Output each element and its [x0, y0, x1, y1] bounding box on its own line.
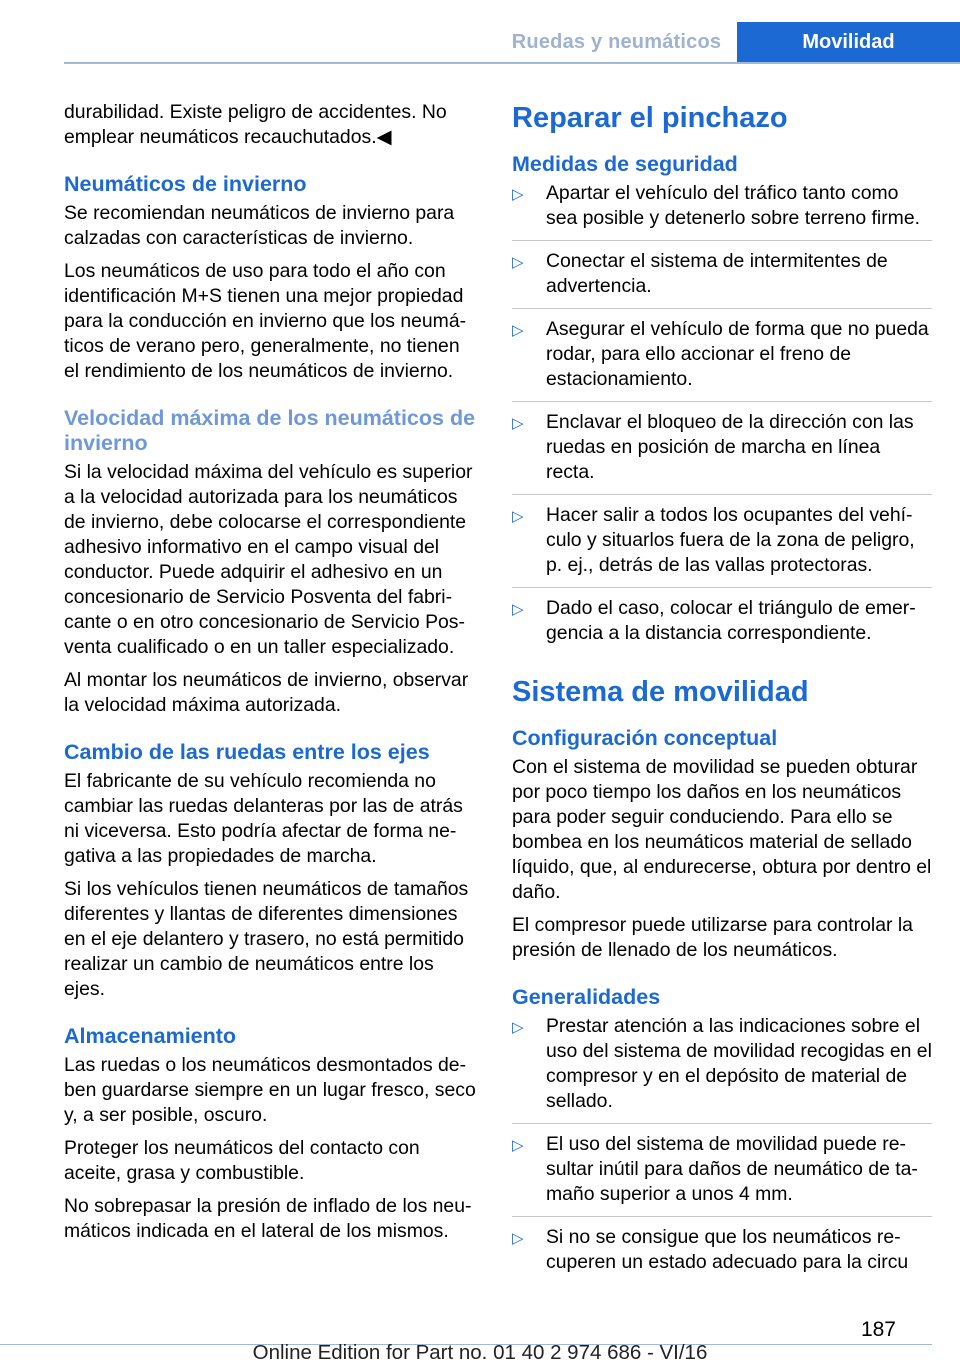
triangle-bullet-icon: ▷: [512, 508, 524, 525]
list-item: [512, 1014, 932, 1114]
edition-footer: Online Edition for Part no. 01 40 2 974 686 - VI/16: [252, 1341, 708, 1364]
list-item: [512, 401, 932, 485]
repair-heading: Reparar el pinchazo: [512, 102, 788, 134]
storage-paragraph-1: Las ruedas o los neumáticos desmontados deben guardarse siempre en un lugar fresco, seco y, a ser posible, oscuro.: [64, 1054, 476, 1126]
concept-paragraph-2: El compresor puede utilizarse para controlar la presión de llenado de los neumáticos.: [512, 914, 913, 961]
list-item-text: Si no se consigue que los neumáticos recuperen un estado adecuado para la circu: [546, 1226, 909, 1273]
storage-paragraph-2: Proteger los neumáticos del contacto con aceite, grasa y combustible.: [64, 1137, 420, 1184]
safety-steps-list: [512, 181, 932, 646]
list-item: [512, 240, 932, 299]
triangle-bullet-icon: ▷: [512, 601, 524, 618]
right-column: [512, 100, 932, 1293]
triangle-bullet-icon: ▷: [512, 254, 524, 271]
page-number: 187: [860, 1318, 896, 1341]
general-heading: Generalidades: [512, 985, 661, 1009]
winter-speed-heading: Velocidad máxima de los neumáticos de invierno: [64, 406, 476, 455]
list-item: [512, 308, 932, 392]
header-rule: [64, 62, 960, 64]
winter-paragraph-1: Se recomiendan neumáticos de invierno para calzadas con características de invierno.: [64, 202, 455, 249]
list-item-text: Conectar el sistema de intermitentes de advertencia.: [546, 250, 888, 297]
list-item-text: Enclavar el bloqueo de la dirección con las ruedas en posición de marcha en línea recta.: [546, 411, 914, 483]
list-item-text: Prestar atención a las indicaciones sobre el uso del sistema de movilidad recogidas en el compresor y en el depósito de material de sellado.: [546, 1015, 932, 1112]
triangle-bullet-icon: ▷: [512, 1019, 524, 1036]
concept-heading: Configuración conceptual: [512, 726, 778, 750]
list-item: [512, 181, 932, 231]
list-item: [512, 1216, 932, 1275]
list-item: [512, 494, 932, 578]
swap-paragraph-2: Si los vehículos tienen neumáticos de tamaños diferentes y llantas de diferentes dimensiones en el eje delantero y trasero, no está permitido realizar un cambio de neumáticos entre los ejes.: [64, 878, 469, 1000]
left-column: [64, 100, 480, 1252]
list-item: [512, 587, 932, 646]
triangle-bullet-icon: ▷: [512, 1137, 524, 1154]
header-section-title: Ruedas y neumáticos: [511, 30, 722, 53]
storage-heading: Almacenamiento: [64, 1024, 237, 1048]
axle-swap-heading: Cambio de las ruedas entre los ejes: [64, 740, 430, 764]
list-item-text: Apartar el vehículo del tráfico tanto como sea posible y detenerlo sobre terreno firme.: [546, 182, 921, 229]
list-item-text: Asegurar el vehículo de forma que no pueda rodar, para ello accionar el freno de estacionamiento.: [546, 318, 929, 390]
list-item-text: Hacer salir a todos los ocupantes del vehículo y situarlos fuera de la zona de peligro, p. ej., detrás de las vallas protectoras.: [546, 504, 915, 576]
triangle-bullet-icon: ▷: [512, 322, 524, 339]
triangle-bullet-icon: ▷: [512, 186, 524, 203]
list-item-text: El uso del sistema de movilidad puede resultar inútil para daños de neumático de tamaño superior a unos 4 mm.: [546, 1133, 918, 1205]
speed-paragraph-1: Si la velocidad máxima del vehículo es superior a la velocidad autorizada para los neumáticos de invierno, debe colocarse el correspondiente adhesivo informativo en el campo visual del conductor. Puede adquirir el adhesivo en un concesionario de Servicio Posventa del fabricante o en otro concesionario de Servicio Posventa cualificado o en un taller especializado.: [64, 461, 473, 658]
mobility-system-heading: Sistema de movilidad: [512, 676, 809, 708]
header-chapter-tab: Movilidad: [737, 22, 960, 62]
winter-paragraph-2: Los neumáticos de uso para todo el año con identificación M+S tienen una mejor propiedad para la conducción en invierno que los neumáticos de verano pero, generalmente, no tienen el rendimiento de los neumáticos de invierno.: [64, 260, 467, 382]
safety-heading: Medidas de seguridad: [512, 152, 738, 176]
intro-paragraph: durabilidad. Existe peligro de accidentes. No emplear neumáticos recauchutados.◀: [64, 101, 447, 148]
triangle-bullet-icon: ▷: [512, 1230, 524, 1247]
general-steps-list: [512, 1014, 932, 1275]
speed-paragraph-2: Al montar los neumáticos de invierno, observar la velocidad máxima autorizada.: [64, 669, 469, 716]
swap-paragraph-1: El fabricante de su vehículo recomienda no cambiar las ruedas delanteras por las de atrás ni viceversa. Esto podría afectar de forma negativa a las propiedades de marcha.: [64, 770, 463, 867]
storage-paragraph-3: No sobrepasar la presión de inflado de los neumáticos indicada en el lateral de los mismos.: [64, 1195, 472, 1242]
list-item: [512, 1123, 932, 1207]
triangle-bullet-icon: ▷: [512, 415, 524, 432]
list-item-text: Dado el caso, colocar el triángulo de emergencia a la distancia correspondiente.: [546, 597, 916, 644]
concept-paragraph-1: Con el sistema de movilidad se pueden obturar por poco tiempo los daños en los neumáticos para poder seguir conduciendo. Para ello se bombea en los neumáticos material de sellado líquido, que, al endurecerse, obtura por dentro el daño.: [512, 756, 932, 903]
winter-tires-heading: Neumáticos de invierno: [64, 172, 307, 196]
